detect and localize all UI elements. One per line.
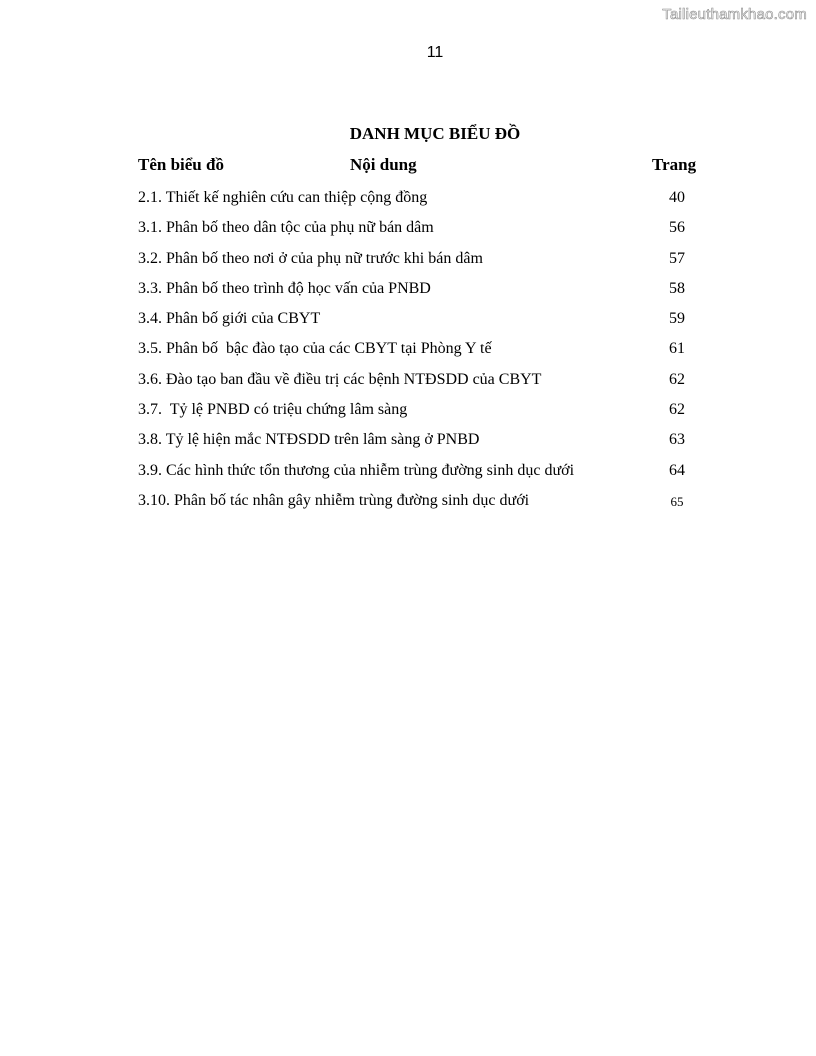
chart-list [0,189,816,522]
header-page: Trang [652,155,697,174]
page-title: DANH MỤC BIỂU ĐỒ [349,124,521,143]
entry-page: 59 [669,310,685,328]
entry-text: 3.3. Phân bố theo trình độ học vấn của PNBD [138,279,431,297]
entry-page: 62 [669,370,685,388]
table-header [0,155,816,177]
entry-page: 58 [669,279,685,297]
list-item [0,371,816,401]
entry-page: 62 [669,401,685,419]
list-item [0,462,816,492]
entry-text: 3.10. Phân bố tác nhân gây nhiễm trùng đường sinh dục dưới [138,491,530,509]
entry-text: 3.5. Phân bố bậc đào tạo của các CBYT tại Phòng Y tế [138,340,492,358]
entry-text: 3.4. Phân bố giới của CBYT [138,310,321,328]
entry-page: 64 [669,461,685,479]
list-item [0,250,816,280]
page-number: 11 [426,44,444,61]
header-name: Tên biểu đồ [138,155,224,174]
entry-text: 3.8. Tỷ lệ hiện mắc NTĐSDD trên lâm sàng ở PNBD [138,431,480,449]
entry-text: 3.6. Đào tạo ban đầu về điều trị các bệnh NTĐSDD của CBYT [138,370,542,388]
entry-page: 61 [669,340,685,358]
list-item [0,280,816,310]
list-item [0,401,816,431]
entry-text: 3.9. Các hình thức tổn thương của nhiễm trùng đường sinh dục dưới [138,461,575,479]
entry-text: 3.2. Phân bố theo nơi ở của phụ nữ trước khi bán dâm [138,249,483,267]
entry-page: 40 [669,189,685,206]
list-item [0,340,816,370]
entry-text: 3.1. Phân bố theo dân tộc của phụ nữ bán dâm [138,219,434,237]
watermark: Tailieuthamkhao.com [662,6,807,23]
list-item [0,219,816,249]
entry-text: 3.7. Tỷ lệ PNBD có triệu chứng lâm sàng [138,401,408,419]
entry-page: 63 [669,431,685,449]
list-item [0,310,816,340]
entry-page: 57 [669,249,685,267]
list-item [0,189,816,219]
list-item [0,431,816,461]
header-content: Nội dung [350,155,417,174]
entry-page: 65 [670,493,684,509]
entry-text: 2.1. Thiết kế nghiên cứu can thiệp cộng đồng [138,189,428,206]
list-item [0,492,816,522]
entry-page: 56 [669,219,685,237]
